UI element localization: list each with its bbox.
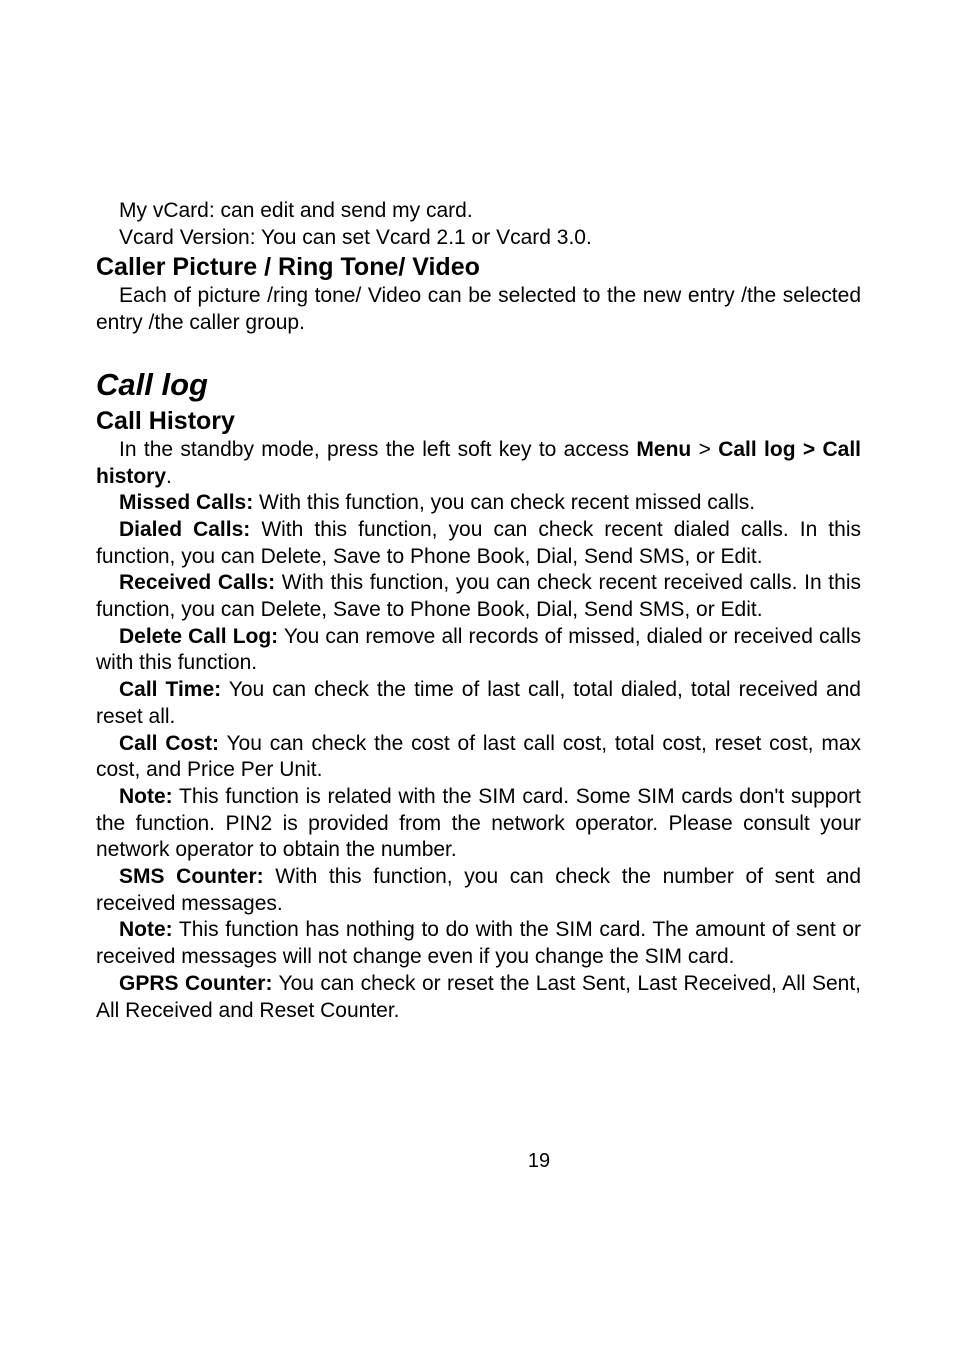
item-label: Dialed Calls:: [119, 517, 251, 541]
caller-picture-heading: Caller Picture / Ring Tone/ Video: [96, 253, 480, 282]
item-missed-calls: [96, 490, 861, 517]
item-label: Delete Call Log:: [119, 624, 279, 648]
item-call-time: [96, 677, 861, 730]
item-text: You can check the cost of last call cost, total cost, reset cost, max cost, and Price Per Unit.: [96, 731, 861, 782]
item-call-cost: [96, 731, 861, 784]
page-number: 19: [527, 1150, 551, 1172]
item-label: Missed Calls:: [119, 491, 254, 515]
intro-path: Call log > Call history: [96, 437, 862, 488]
intro-prefix: In the standby mode, press the left soft key to access: [119, 437, 637, 461]
item-label: SMS Counter:: [119, 865, 264, 889]
item-label: Call Time:: [119, 678, 222, 702]
call-log-title: Call log: [96, 366, 208, 402]
intro-suffix: .: [166, 464, 172, 488]
item-label: GPRS Counter:: [119, 971, 273, 995]
item-sms-counter: [96, 864, 861, 917]
intro-separator: >: [691, 437, 719, 461]
section-spacer: [96, 337, 861, 365]
item-dialed-calls: [96, 517, 861, 570]
caller-picture-body: Each of picture /ring tone/ Video can be selected to the new entry /the selected entry /the caller group.: [96, 284, 861, 335]
call-history-heading: Call History: [96, 406, 235, 435]
item-text: With this function, you can check recent dialed calls. In this function, you can Delete, Save to Phone Book, Dial, Send SMS, or Edit.: [96, 517, 861, 568]
item-note-sim: [96, 784, 861, 864]
vcard-version-line: Vcard Version: You can set Vcard 2.1 or Vcard 3.0.: [119, 225, 592, 249]
item-label: Note:: [119, 918, 173, 942]
item-label: Call Cost:: [119, 731, 220, 755]
item-text: You can check or reset the Last Sent, Last Received, All Sent, All Received and Reset Counter.: [96, 971, 861, 1022]
item-label: Received Calls:: [119, 571, 276, 595]
item-text: With this function, you can check recent received calls. In this function, you can Delete, Save to Phone Book, Dial, Send SMS, or Edit.: [96, 571, 861, 622]
intro-menu: Menu: [636, 437, 692, 461]
item-text: With this function, you can check the number of sent and received messages.: [96, 865, 861, 915]
item-text: With this function, you can check recent missed calls.: [253, 491, 756, 515]
my-vcard-line: My vCard: can edit and send my card.: [119, 199, 473, 222]
page-content: [96, 198, 861, 1024]
item-note-messages: [96, 917, 861, 970]
item-delete-call-log: [96, 624, 861, 677]
call-history-intro: [96, 437, 861, 490]
item-text: You can remove all records of missed, dialed or received calls with this function.: [96, 624, 861, 675]
item-label: Note:: [119, 784, 173, 808]
item-gprs-counter: [96, 971, 861, 1024]
item-received-calls: [96, 570, 861, 623]
item-text: You can check the time of last call, total dialed, total received and reset all.: [96, 678, 861, 728]
item-text: This function is related with the SIM card. Some SIM cards don't support the function. PIN2 is provided from the network operator. Please consult your network operator to obtain the number.: [96, 784, 861, 862]
item-text: This function has nothing to do with the SIM card. The amount of sent or received messages will not change even if you change the SIM card.: [96, 918, 861, 969]
